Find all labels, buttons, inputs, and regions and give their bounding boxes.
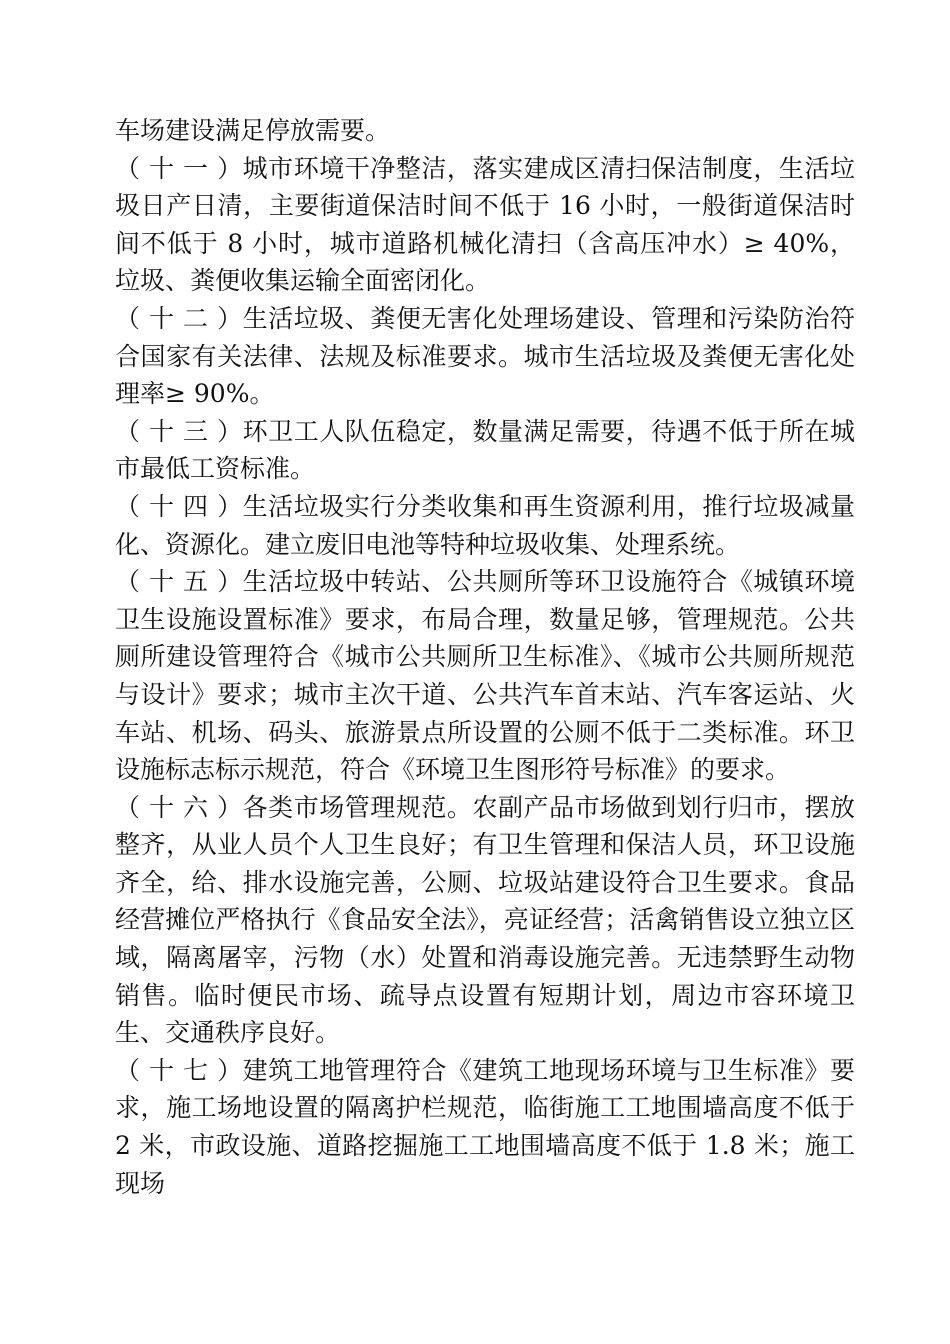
paragraph-1: 车场建设满足停放需要。 bbox=[115, 116, 391, 145]
paragraph-3: （ 十 二 ）生活垃圾、粪便无害化处理场建设、管理和污染防治符合国家有关法律、法规及标准要求。城市生活垃圾及粪便无害化处理率≥ 90%。 bbox=[115, 303, 855, 409]
paragraph-5: （ 十 四 ）生活垃圾实行分类收集和再生资源利用，推行垃圾减量化、资源化。建立废旧电池等特种垃圾收集、处理系统。 bbox=[115, 491, 855, 559]
paragraph-6: （ 十 五 ）生活垃圾中转站、公共厕所等环卫设施符合《城镇环境卫生设施设置标准》要求，布局合理，数量足够，管理规范。公共厕所建设管理符合《城市公共厕所卫生标准》、《城市公共厕所规范与设计》要求；城市主次干道、公共汽车首末站、汽车客运站、火车站、机场、码头、旅游景点所设置的公厕不低于二类标准。环卫设施标志标示规范，符合《环境卫生图形符号标准》的要求。 bbox=[115, 567, 855, 785]
paragraph-4: （ 十 三 ）环卫工人队伍稳定，数量满足需要，待遇不低于所在城市最低工资标准。 bbox=[115, 416, 855, 484]
paragraph-8: （ 十 七 ）建筑工地管理符合《建筑工地现场环境与卫生标准》要求，施工场地设置的隔离护栏规范，临街施工工地围墙高度不低于 2 米，市政设施、道路挖掘施工工地围墙高度不低于 1.8 米；施工现场 bbox=[115, 1055, 855, 1198]
paragraph-7: （ 十 六 ）各类市场管理规范。农副产品市场做到划行归市，摆放整齐，从业人员个人卫生良好；有卫生管理和保洁人员，环卫设施齐全，给、排水设施完善，公厕、垃圾站建设符合卫生要求。食品经营摊位严格执行《食品安全法》，亮证经营；活禽销售设立独立区域，隔离屠宰，污物（水）处置和消毒设施完善。无违禁野生动物销售。临时便民市场、疏导点设置有短期计划，周边市容环境卫生、交通秩序良好。 bbox=[115, 792, 855, 1048]
document-page bbox=[115, 112, 855, 1202]
paragraph-2: （ 十 一 ）城市环境干净整洁，落实建成区清扫保洁制度，生活垃圾日产日清，主要街道保洁时间不低于 16 小时，一般街道保洁时间不低于 8 小时，城市道路机械化清扫（含高压冲水）≥ 40%，垃圾、粪便收集运输全面密闭化。 bbox=[115, 153, 855, 296]
